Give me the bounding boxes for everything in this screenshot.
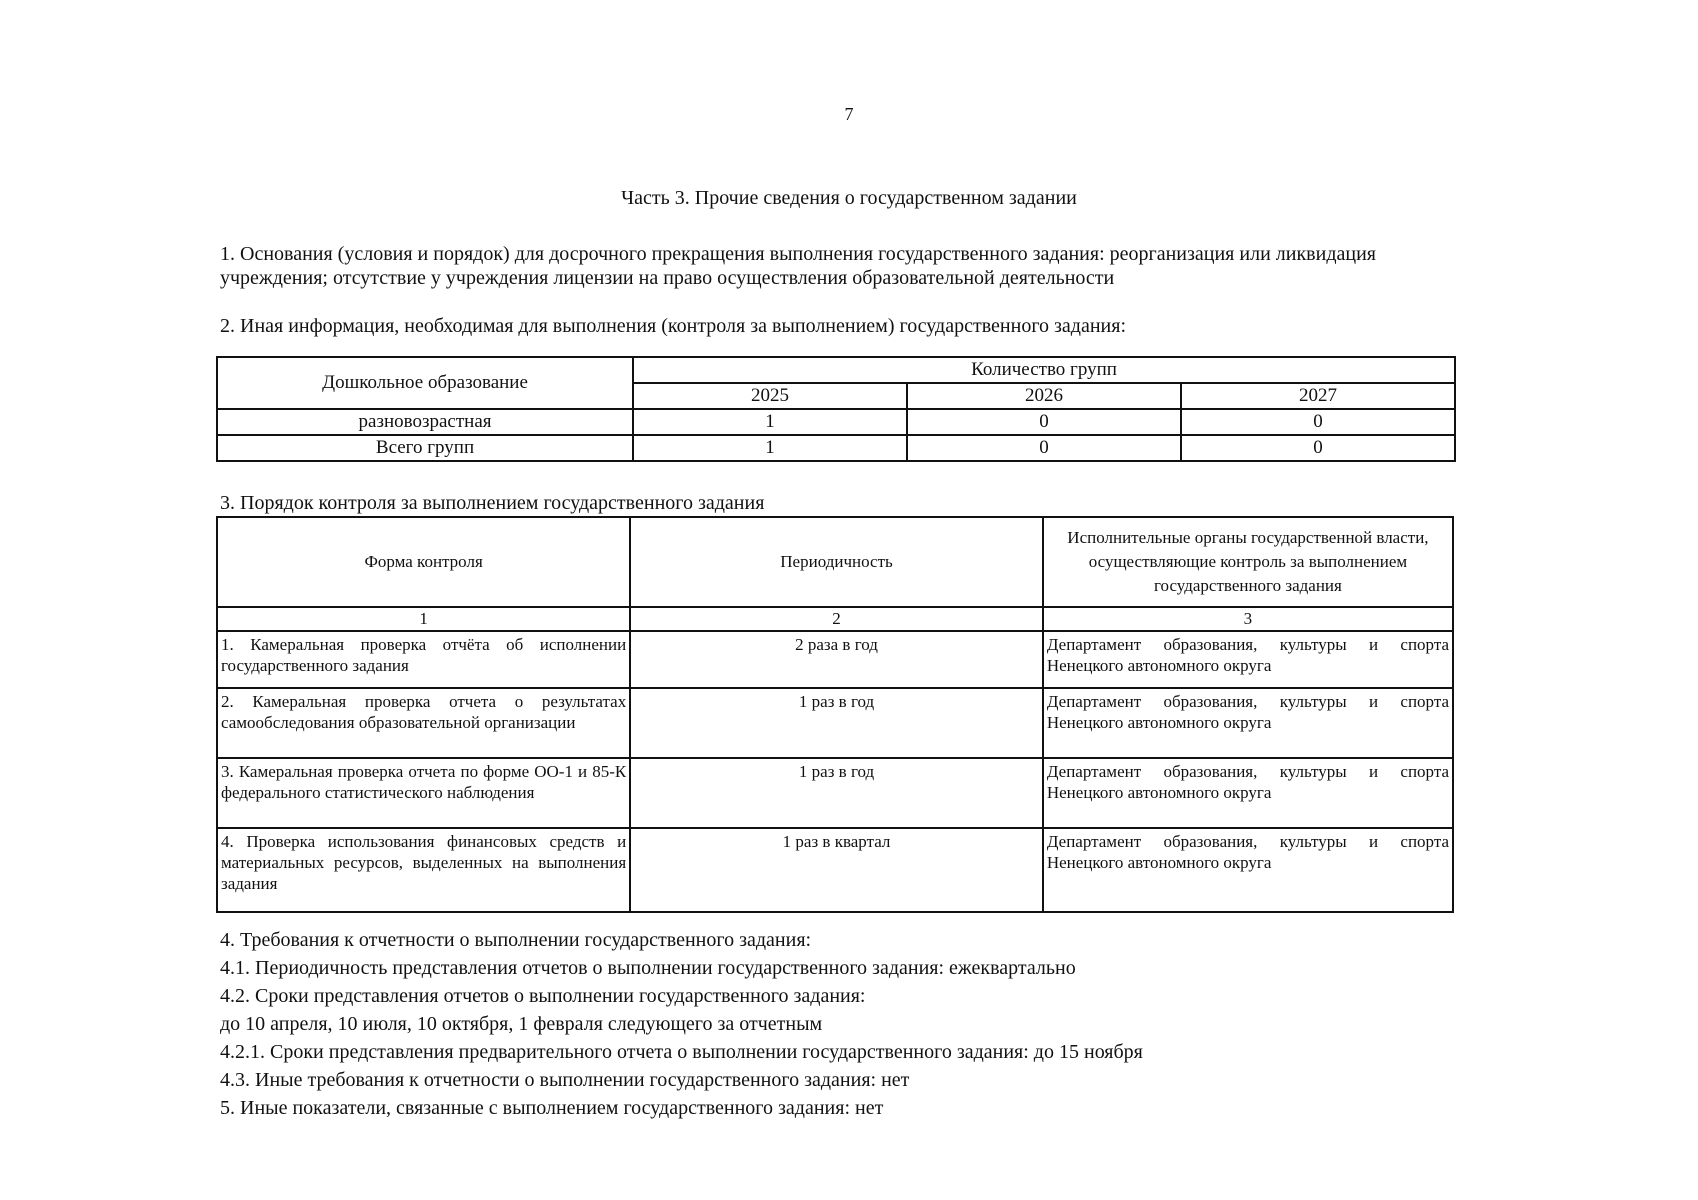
control-header-row: [217, 517, 1453, 607]
requirement-line: 5. Иные показатели, связанные с выполнением государственного задания: нет: [220, 1097, 884, 1119]
year-header: 2027: [1181, 383, 1455, 409]
periodicity-header: Периодичность: [630, 517, 1043, 607]
periodicity-cell: 1 раз в год: [630, 758, 1043, 828]
control-form-cell: 1. Камеральная проверка отчёта об исполнении государственного задания: [217, 631, 630, 688]
row-label: Всего групп: [217, 435, 633, 461]
row-label: разновозрастная: [217, 409, 633, 435]
table-cell: 0: [907, 409, 1181, 435]
control-procedure-table: [216, 516, 1454, 913]
executive-bodies-header: Исполнительные органы государственной власти, осуществляющие контроль за выполнением государственного задания: [1043, 517, 1453, 607]
requirement-line: 4.3. Иные требования к отчетности о выполнении государственного задания: нет: [220, 1069, 910, 1091]
year-header: 2026: [907, 383, 1181, 409]
section-3-text: 3. Порядок контроля за выполнением государственного задания: [220, 492, 765, 514]
table-cell: 1: [633, 409, 907, 435]
groups-count-table: [216, 356, 1456, 462]
groups-header-row: [217, 357, 1455, 383]
executive-body-cell: Департамент образования, культуры и спорта Ненецкого автономного округа: [1043, 828, 1453, 912]
table-row: [217, 828, 1453, 912]
requirement-line: до 10 апреля, 10 июля, 10 октября, 1 февраля следующего за отчетным: [220, 1013, 823, 1035]
preschool-education-header: Дошкольное образование: [217, 357, 633, 409]
requirement-line: 4.2. Сроки представления отчетов о выполнении государственного задания:: [220, 985, 866, 1007]
section-1-text: 1. Основания (условия и порядок) для досрочного прекращения выполнения государственного задания: реорганизация или ликвидация учреждения; отсутствие у учреждения лицензии на право осуществления образовательной деятельности: [220, 243, 1376, 289]
requirement-line: 4.2.1. Сроки представления предварительного отчета о выполнении государственного задания: до 15 ноября: [220, 1041, 1143, 1063]
column-number: 3: [1043, 607, 1453, 631]
table-cell: 0: [1181, 435, 1455, 461]
control-form-cell: 4. Проверка использования финансовых средств и материальных ресурсов, выделенных на выполнения задания: [217, 828, 630, 912]
page-number: 7: [844, 104, 854, 124]
control-form-cell: 2. Камеральная проверка отчета о результатах самообследования образовательной организации: [217, 688, 630, 758]
section-2-text: 2. Иная информация, необходимая для выполнения (контроля за выполнением) государственного задания:: [220, 315, 1127, 337]
executive-body-cell: Департамент образования, культуры и спорта Ненецкого автономного округа: [1043, 688, 1453, 758]
table-row: [217, 409, 1455, 435]
executive-body-cell: Департамент образования, культуры и спорта Ненецкого автономного округа: [1043, 758, 1453, 828]
groups-count-header: Количество групп: [633, 357, 1455, 383]
table-row: [217, 758, 1453, 828]
table-cell: 0: [1181, 409, 1455, 435]
executive-body-cell: Департамент образования, культуры и спорта Ненецкого автономного округа: [1043, 631, 1453, 688]
table-cell: 1: [633, 435, 907, 461]
requirements-heading: 4. Требования к отчетности о выполнении государственного задания:: [220, 929, 812, 951]
year-header: 2025: [633, 383, 907, 409]
requirement-line: 4.1. Периодичность представления отчетов о выполнении государственного задания: ежеквартально: [220, 957, 1076, 979]
control-form-header: Форма контроля: [217, 517, 630, 607]
table-row: [217, 631, 1453, 688]
table-row: [217, 435, 1455, 461]
column-number: 2: [630, 607, 1043, 631]
periodicity-cell: 1 раз в квартал: [630, 828, 1043, 912]
table-row: [217, 688, 1453, 758]
periodicity-cell: 1 раз в год: [630, 688, 1043, 758]
table-cell: 0: [907, 435, 1181, 461]
column-numbers-row: [217, 607, 1453, 631]
periodicity-cell: 2 раза в год: [630, 631, 1043, 688]
part-title: Часть 3. Прочие сведения о государственном задании: [621, 187, 1077, 209]
column-number: 1: [217, 607, 630, 631]
control-form-cell: 3. Камеральная проверка отчета по форме ОО-1 и 85-К федерального статистического наблюдения: [217, 758, 630, 828]
